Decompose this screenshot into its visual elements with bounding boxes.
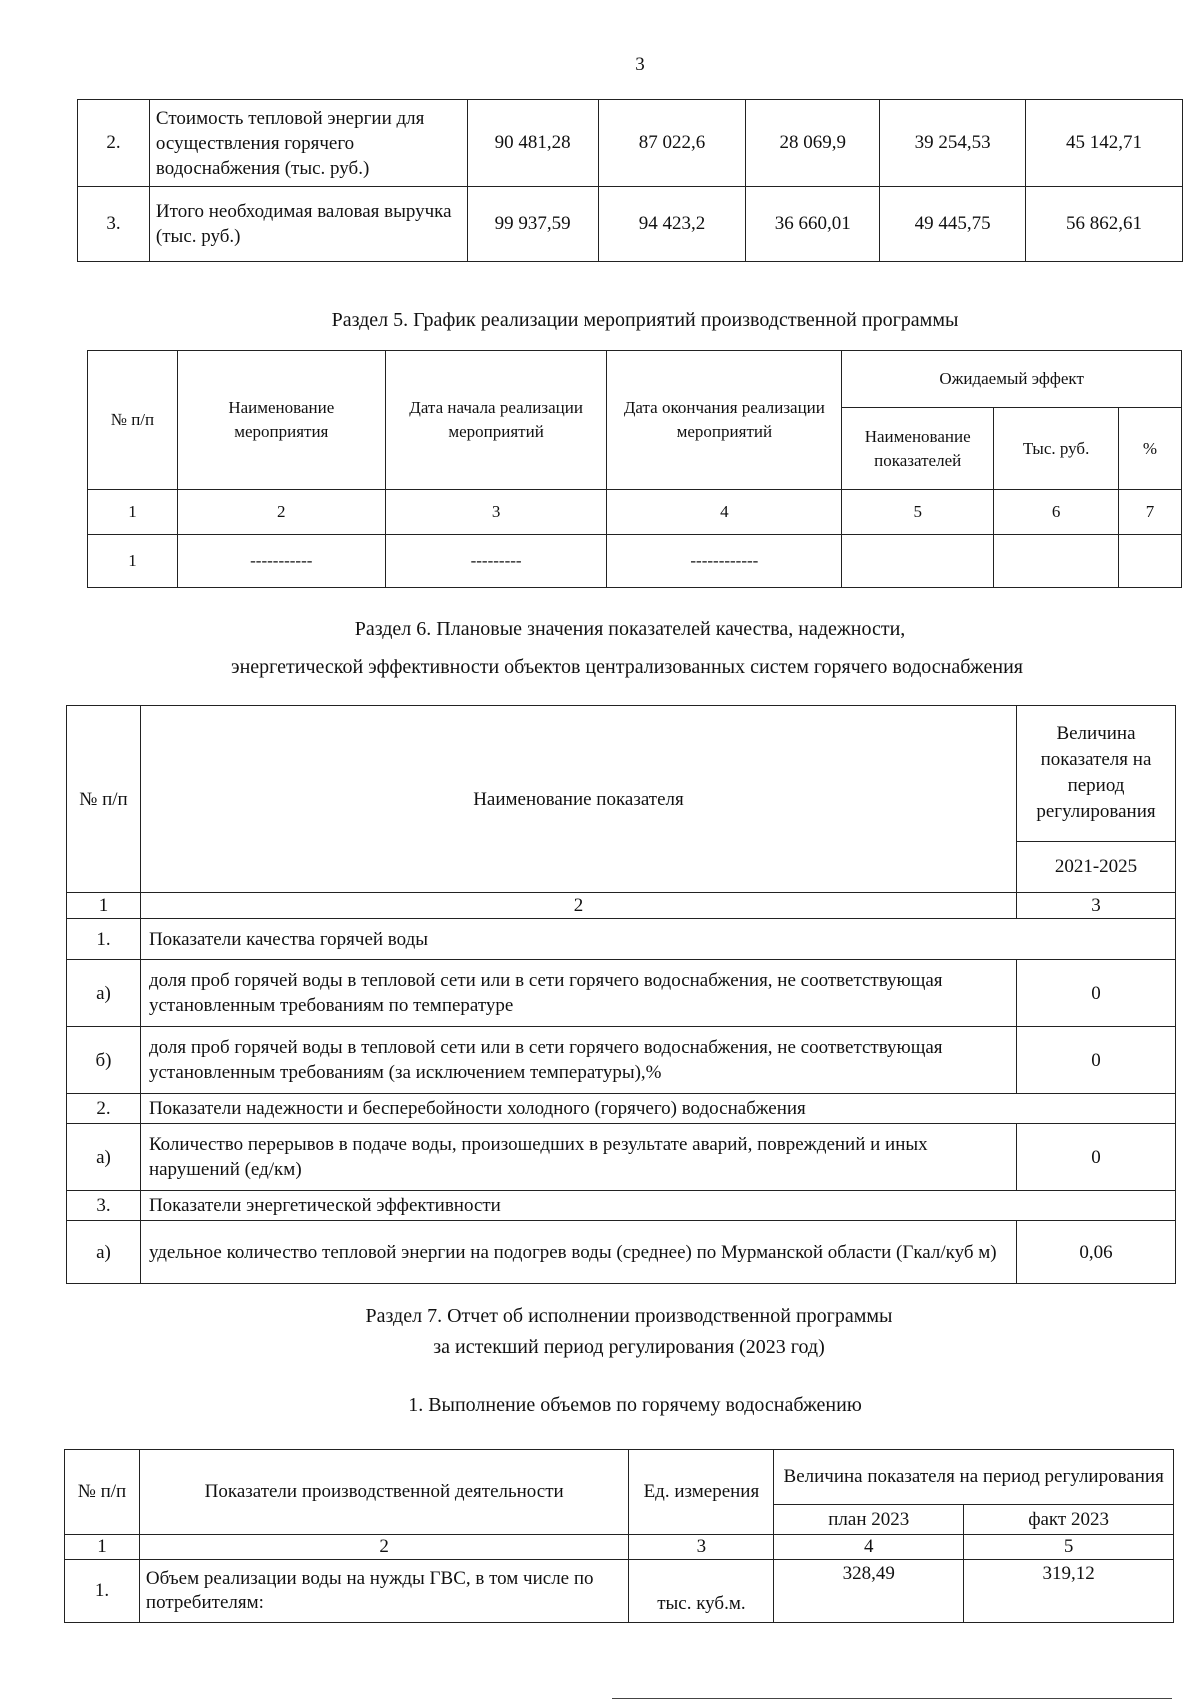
value-cell: 87 022,6	[598, 100, 746, 187]
header-value: Величина показателя на период регулирования	[1017, 706, 1176, 842]
row-unit: тыс. куб.м.	[629, 1560, 774, 1623]
row-start-date: ---------	[385, 535, 607, 588]
row-name: доля проб горячей воды в тепловой сети или в сети горячего водоснабжения, не соответствующая установленным требованиям по температуре	[140, 960, 1016, 1027]
row-name: доля проб горячей воды в тепловой сети или в сети горячего водоснабжения, не соответствующая установленным требованиям (за исключением температуры),%	[140, 1027, 1016, 1094]
section7-title-line2: за истекший период регулирования (2023 год)	[433, 1336, 825, 1358]
col-number: 3	[385, 490, 607, 535]
header-num: № п/п	[67, 706, 141, 893]
header-name: Наименование показателя	[140, 706, 1016, 893]
row-number: 2.	[67, 1094, 141, 1124]
header-expected-effect: Ожидаемый эффект	[842, 351, 1182, 408]
col-number: 1	[67, 893, 141, 919]
section5-title: Раздел 5. График реализации мероприятий производственной программы	[331, 309, 959, 331]
col-number: 2	[139, 1535, 629, 1560]
header-num: № п/п	[88, 351, 178, 490]
value-cell: 99 937,59	[467, 187, 598, 262]
row-number: 3.	[67, 1191, 141, 1221]
header-name: Наименование мероприятия	[177, 351, 385, 490]
row-name: удельное количество тепловой энергии на подогрев воды (среднее) по Мурманской области (Гкал/куб м)	[140, 1221, 1016, 1284]
row-thousand-rub	[994, 535, 1119, 588]
section7-table	[64, 1449, 1174, 1623]
col-number: 3	[1017, 893, 1176, 919]
table-header-row	[67, 706, 1176, 842]
header-name: Показатели производственной деятельности	[139, 1450, 629, 1535]
row-value: 0	[1017, 1124, 1176, 1191]
column-numbers-row	[67, 893, 1176, 919]
value-cell: 49 445,75	[880, 187, 1026, 262]
value-cell: 90 481,28	[467, 100, 598, 187]
value-cell: 36 660,01	[746, 187, 880, 262]
col-number: 4	[774, 1535, 964, 1560]
table-row	[78, 187, 1183, 262]
col-number: 1	[88, 490, 178, 535]
group-row	[67, 919, 1176, 960]
footer-line	[612, 1698, 1172, 1699]
row-name: Объем реализации воды на нужды ГВС, в том числе по потребителям:	[139, 1560, 629, 1623]
value-cell: 94 423,2	[598, 187, 746, 262]
header-percent: %	[1119, 408, 1182, 490]
row-name: -----------	[177, 535, 385, 588]
col-number: 6	[994, 490, 1119, 535]
table-header-row	[65, 1450, 1174, 1505]
row-number: 2.	[78, 100, 150, 187]
table-row	[67, 960, 1176, 1027]
table-row	[78, 100, 1183, 187]
header-period: 2021-2025	[1017, 841, 1176, 892]
value-cell: 39 254,53	[880, 100, 1026, 187]
col-number: 1	[65, 1535, 140, 1560]
col-number: 3	[629, 1535, 774, 1560]
section6-table	[66, 705, 1176, 1284]
value-cell: 45 142,71	[1026, 100, 1183, 187]
row-end-date: ------------	[607, 535, 842, 588]
row-number: а)	[67, 1124, 141, 1191]
row-plan: 328,49	[774, 1560, 964, 1623]
header-end-date: Дата окончания реализации мероприятий	[607, 351, 842, 490]
row-number: 1	[88, 535, 178, 588]
row-number: 1.	[67, 919, 141, 960]
row-name: Стоимость тепловой энергии для осуществления горячего водоснабжения (тыс. руб.)	[149, 100, 467, 187]
section7-subtitle: 1. Выполнение объемов по горячему водоснабжению	[408, 1394, 862, 1416]
table-row	[88, 535, 1182, 588]
row-name: Итого необходимая валовая выручка (тыс. руб.)	[149, 187, 467, 262]
page-number: 3	[635, 54, 645, 75]
row-number: 3.	[78, 187, 150, 262]
header-thousand-rub: Тыс. руб.	[994, 408, 1119, 490]
col-number: 4	[607, 490, 842, 535]
row-indicators	[842, 535, 994, 588]
row-value: 0	[1017, 1027, 1176, 1094]
header-plan: план 2023	[774, 1505, 964, 1535]
col-number: 2	[140, 893, 1016, 919]
col-number: 5	[842, 490, 994, 535]
row-number: а)	[67, 1221, 141, 1284]
section6-title-line1: Раздел 6. Плановые значения показателей качества, надежности,	[354, 618, 906, 640]
header-unit: Ед. измерения	[629, 1450, 774, 1535]
group-row	[67, 1191, 1176, 1221]
row-name: Показатели надежности и бесперебойности холодного (горячего) водоснабжения	[140, 1094, 1175, 1124]
row-number: 1.	[65, 1560, 140, 1623]
header-num: № п/п	[65, 1450, 140, 1535]
row-number: б)	[67, 1027, 141, 1094]
row-name: Показатели качества горячей воды	[140, 919, 1175, 960]
row-number: а)	[67, 960, 141, 1027]
row-value: 0	[1017, 960, 1176, 1027]
column-numbers-row	[65, 1535, 1174, 1560]
row-name: Показатели энергетической эффективности	[140, 1191, 1175, 1221]
col-number: 7	[1119, 490, 1182, 535]
table-row	[67, 1027, 1176, 1094]
section6-title-line2: энергетической эффективности объектов централизованных систем горячего водоснабжения	[231, 656, 1023, 678]
table-row	[65, 1560, 1174, 1623]
row-value: 0,06	[1017, 1221, 1176, 1284]
section7-title-line1: Раздел 7. Отчет об исполнении производственной программы	[365, 1305, 893, 1327]
value-cell: 56 862,61	[1026, 187, 1183, 262]
table-row	[67, 1124, 1176, 1191]
header-start-date: Дата начала реализации мероприятий	[385, 351, 607, 490]
column-numbers-row	[88, 490, 1182, 535]
header-indicators: Наименование показателей	[842, 408, 994, 490]
row-name: Количество перерывов в подаче воды, произошедших в результате аварий, повреждений и иных нарушений (ед/км)	[140, 1124, 1016, 1191]
row-percent	[1119, 535, 1182, 588]
table-header-row	[88, 351, 1182, 408]
header-fact: факт 2023	[964, 1505, 1174, 1535]
table-row	[67, 1221, 1176, 1284]
value-cell: 28 069,9	[746, 100, 880, 187]
row-fact: 319,12	[964, 1560, 1174, 1623]
header-value: Величина показателя на период регулирования	[774, 1450, 1174, 1505]
section5-table	[87, 350, 1182, 588]
group-row	[67, 1094, 1176, 1124]
cost-table	[77, 99, 1183, 262]
col-number: 5	[964, 1535, 1174, 1560]
col-number: 2	[177, 490, 385, 535]
